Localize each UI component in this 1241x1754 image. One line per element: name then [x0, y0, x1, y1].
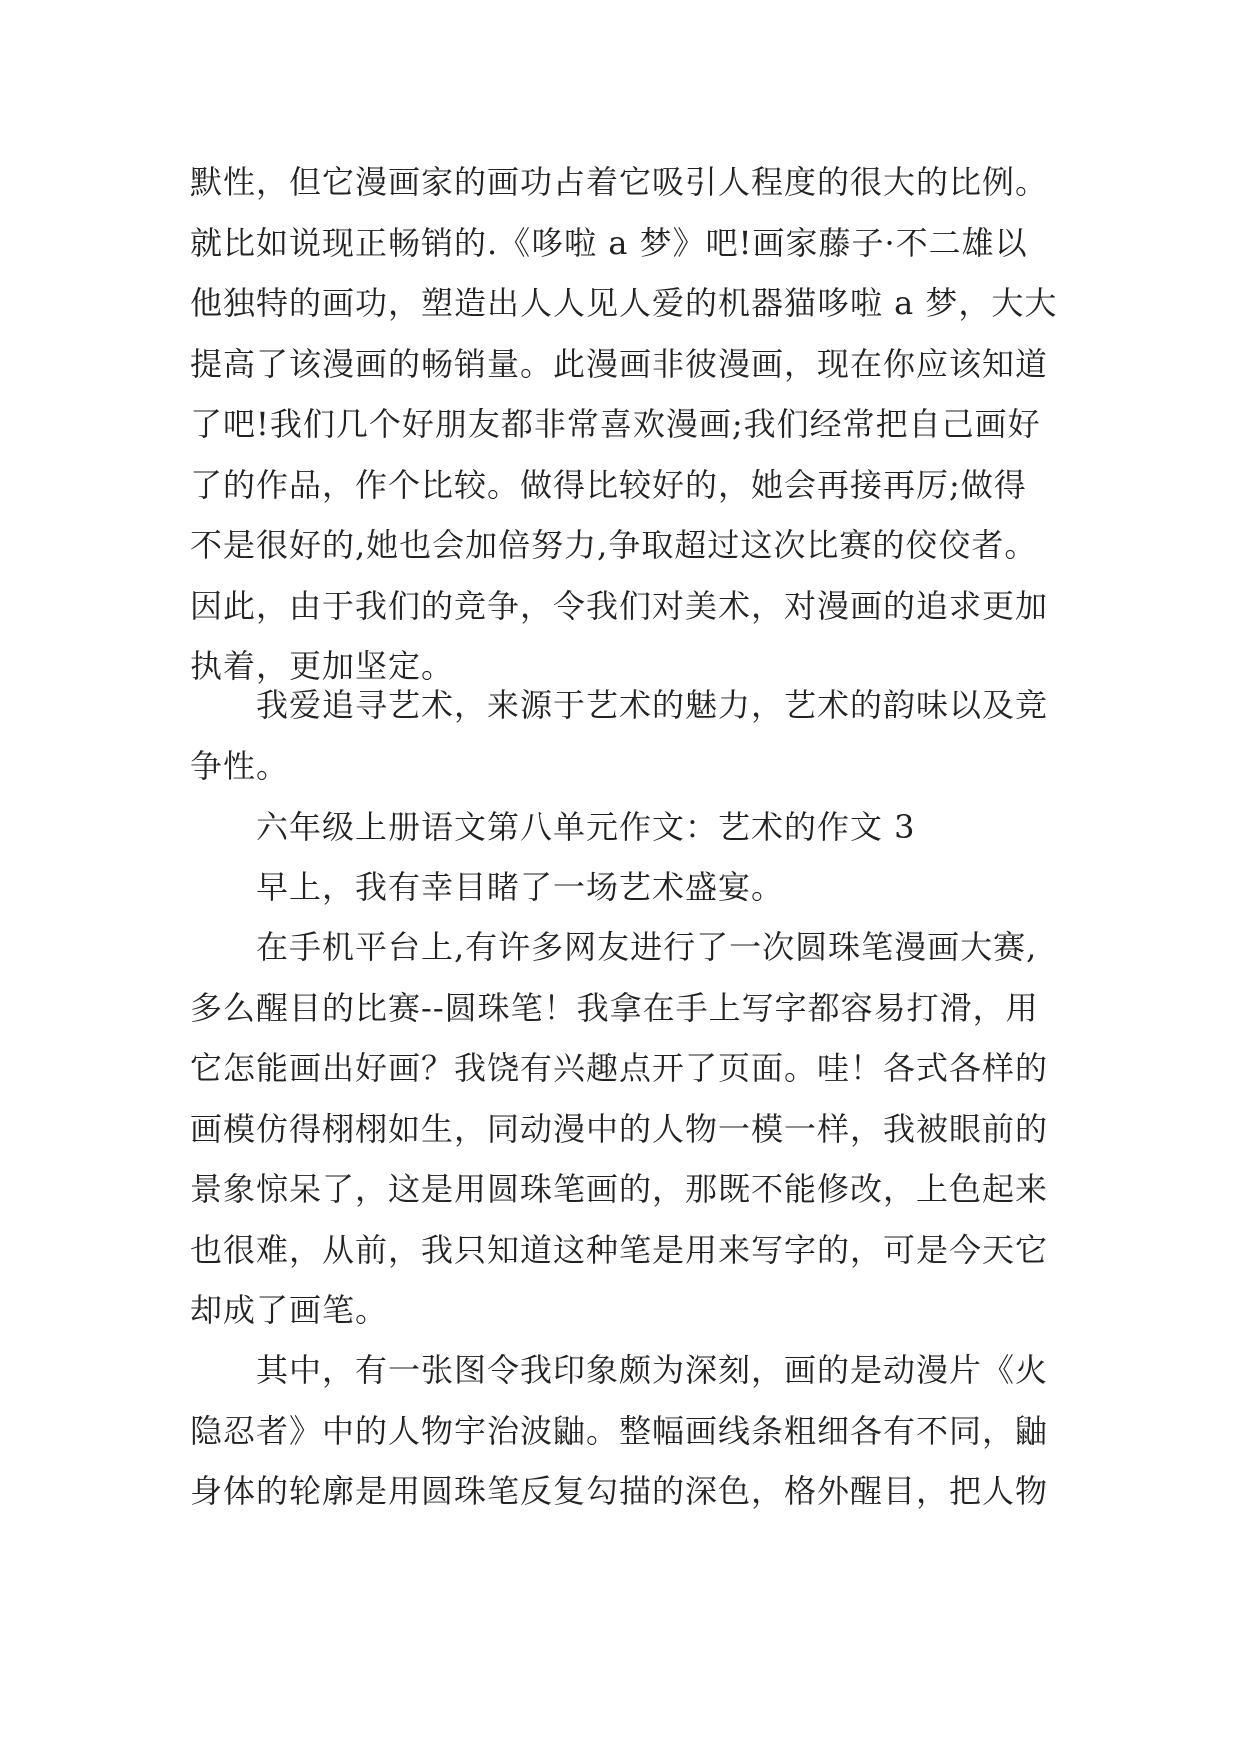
text-line: 提高了该漫画的畅销量。此漫画非彼漫画，现在你应该知道	[190, 344, 1049, 383]
text-line: 景象惊呆了，这是用圆珠笔画的，那既不能修改，上色起来	[190, 1170, 1049, 1208]
essay-title: 六年级上册语文第八单元作文：艺术的作文 3	[256, 808, 916, 846]
essay-paragraph-continued	[190, 152, 1070, 697]
essay3-paragraph-2	[190, 917, 1070, 1341]
text-line: 多么醒目的比赛--圆珠笔！我拿在手上写字都容易打滑，用	[190, 988, 1039, 1027]
text-line: 隐忍者》中的人物宇治波鼬。整幅画线条粗细各有不同，鼬	[190, 1411, 1049, 1450]
text-line: 早上，我有幸目睹了一场艺术盛宴。	[256, 868, 785, 906]
text-line: 不是很好的,她也会加倍努力,争取超过这次比赛的佼佼者。	[190, 526, 1038, 564]
text-line: 画模仿得栩栩如生，同动漫中的人物一模一样，我被眼前的	[190, 1109, 1049, 1148]
text-line: 就比如说现正畅销的.《哆啦 a 梦》吧!画家藤子·不二雄以	[190, 223, 1028, 262]
essay3-paragraph-3	[190, 1340, 1070, 1522]
text-line: 它怎能画出好画？我饶有兴趣点开了页面。哇！各式各样的	[190, 1049, 1049, 1087]
text-line: 了的作品，作个比较。做得比较好的，她会再接再厉;做得	[190, 465, 1027, 504]
essay-closing-paragraph	[190, 675, 1070, 796]
text-line: 争性。	[190, 746, 290, 785]
text-line: 执着，更加坚定。	[190, 647, 455, 685]
text-line: 了吧!我们几个好朋友都非常喜欢漫画;我们经常把自己画好	[190, 405, 1041, 443]
text-line: 却成了画笔。	[190, 1291, 389, 1329]
text-line: 我爱追寻艺术，来源于艺术的魅力，艺术的韵味以及竞	[256, 686, 1049, 724]
text-line: 其中，有一张图令我印象颇为深刻，画的是动漫片《火	[256, 1351, 1049, 1389]
text-line: 身体的轮廓是用圆珠笔反复勾描的深色，格外醒目，把人物	[190, 1472, 1049, 1510]
text-line: 在手机平台上,有许多网友进行了一次圆珠笔漫画大赛,	[256, 928, 1038, 966]
text-line: 他独特的画功，塑造出人人见人爱的机器猫哆啦 a 梦，大大	[190, 284, 1058, 322]
text-line: 默性，但它漫画家的画功占着它吸引人程度的很大的比例。	[190, 163, 1049, 201]
text-line: 因此，由于我们的竞争，令我们对美术，对漫画的追求更加	[190, 586, 1049, 625]
essay3-paragraph-1	[190, 857, 1070, 918]
text-line: 也很难，从前，我只知道这种笔是用来写字的，可是今天它	[190, 1230, 1049, 1269]
